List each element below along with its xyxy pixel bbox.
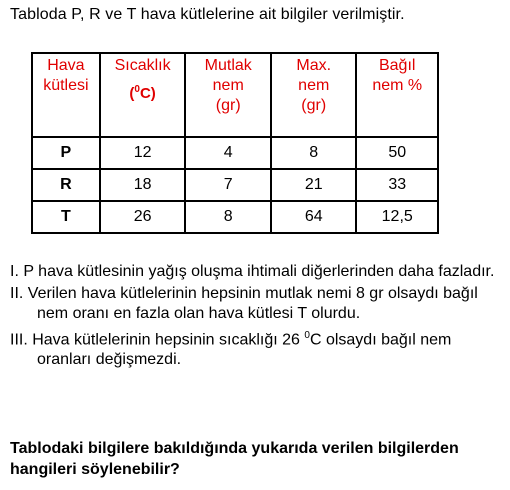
header-max-nem — [271, 53, 356, 137]
cell-max: 21 — [271, 169, 356, 201]
cell-mutlak: 8 — [185, 201, 271, 233]
row-name: P — [32, 137, 100, 169]
header-sicaklik — [100, 53, 186, 137]
header-sicaklik-unit: ($^0$C) — [129, 84, 156, 102]
header-max-line1: Max. — [296, 57, 332, 74]
table-header-row — [32, 53, 438, 137]
header-hava-line2: kütlesi — [43, 77, 89, 94]
cell-bagil: 50 — [356, 137, 438, 169]
table-row — [32, 137, 438, 169]
cell-mutlak: 7 — [185, 169, 271, 201]
statement-2: II. Verilen hava kütlelerinin hepsinin mutlak nemi 8 gr olsaydı bağıl nem oranı en fazla olan hava kütlesi T olurdu. — [10, 285, 478, 322]
cell-sicaklik: 12 — [100, 137, 186, 169]
cell-bagil: 33 — [356, 169, 438, 201]
header-mutlak-nem — [185, 53, 271, 137]
question-text: Tablodaki bilgilere bakıldığında yukarıda verilen bilgilerden hangileri söylenebilir? — [10, 440, 459, 478]
cell-max: 8 — [271, 137, 356, 169]
header-mutlak-line1: Mutlak — [204, 57, 252, 74]
row-name: T — [32, 201, 100, 233]
header-bagil-nem — [356, 53, 438, 137]
header-bagil-line1: Bağıl — [378, 57, 416, 74]
intro-text: Tabloda P, R ve T hava kütlelerine ait bilgiler verilmiştir. — [10, 6, 405, 23]
header-hava-line1: Hava — [47, 57, 85, 74]
header-max-line3: (gr) — [301, 97, 327, 114]
header-sicaklik-label: Sıcaklık — [114, 57, 171, 74]
cell-mutlak: 4 — [185, 137, 271, 169]
statements-list — [10, 262, 502, 372]
table-row — [32, 201, 438, 233]
header-mutlak-line2: nem — [212, 77, 244, 94]
statement-3: III. Hava kütlelerinin hepsinin sıcaklığı 26 $^0$C olsaydı bağıl nem oranları değişmezdi. — [10, 330, 452, 369]
table-row — [32, 169, 438, 201]
header-mutlak-line3: (gr) — [215, 97, 241, 114]
cell-max: 64 — [271, 201, 356, 233]
header-max-line2: nem — [298, 77, 330, 94]
row-name: R — [32, 169, 100, 201]
header-hava-kutlesi — [32, 53, 100, 137]
statement-1: I. P hava kütlesinin yağış oluşma ihtimali diğerlerinden daha fazladır. — [10, 263, 495, 280]
air-mass-table — [31, 52, 439, 234]
cell-bagil: 12,5 — [356, 201, 438, 233]
cell-sicaklik: 26 — [100, 201, 186, 233]
header-bagil-line2: nem % — [372, 77, 423, 94]
cell-sicaklik: 18 — [100, 169, 186, 201]
